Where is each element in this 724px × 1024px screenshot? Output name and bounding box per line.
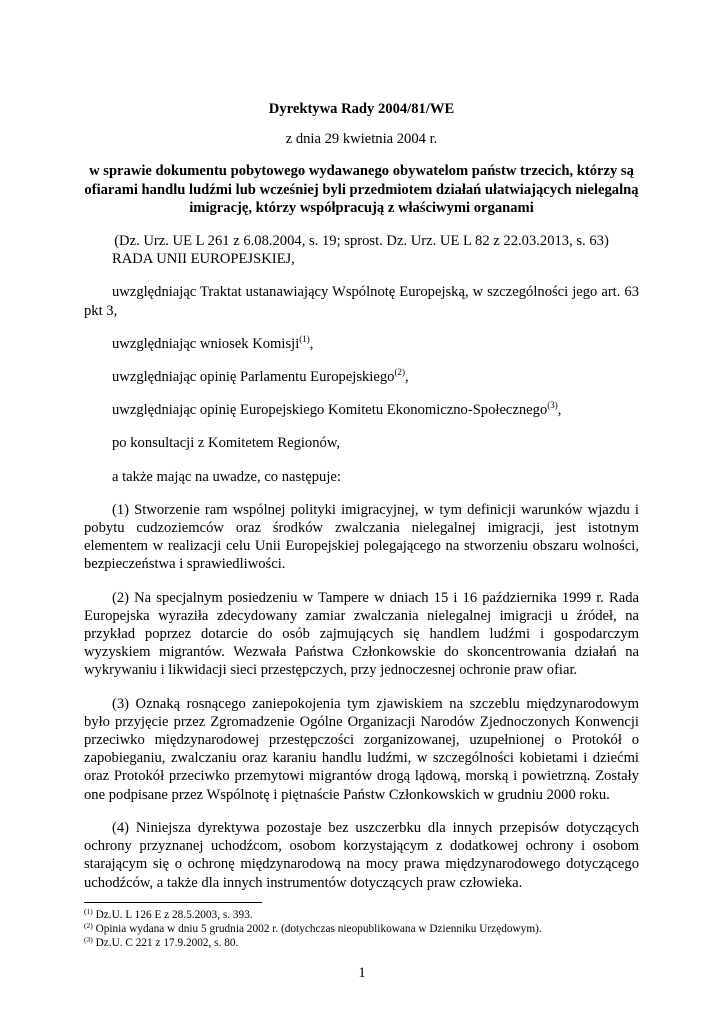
journal-reference: (Dz. Urz. UE L 261 z 6.08.2004, s. 19; sprost. Dz. Urz. UE L 82 z 22.03.2013, s. 63) <box>114 233 609 250</box>
citation: uwzględniając wniosek Komisji$^{(1)}$, <box>112 333 314 352</box>
footnotes <box>84 902 639 950</box>
footnote-ref: (3) <box>547 400 558 411</box>
footnote: $^{(1)}$ Dz.U. L 126 E z 28.5.2003, s. 393. <box>84 907 253 921</box>
footnote: $^{(2)}$ Opinia wydana w dniu 5 grudnia 2002 r. (dotychczas nieopublikowana w Dzienniku Urzędowym). <box>84 921 542 935</box>
citation: uwzględniając opinię Parlamentu Europejskiego$^{(2)}$, <box>112 367 409 386</box>
document-body <box>84 100 639 892</box>
recital: (3) Oznaką rosnącego zaniepokojenia tym zjawiskiem na szczeblu międzynarodowym było przyjęcie przez Zgromadzenie Ogólne Organizacji Narodów Zjednoczonych Konwencji przeciwko międzynarodowej przestępczości zorganizowanej, uzupełnionej o Protokół o zapobieganiu, zwalczaniu oraz karaniu handlu ludźmi, w szczególności kobietami i dziećmi oraz Protokół przeciwko przemytowi migrantów drogą lądową, morską i powietrzną. Zostały one podpisane przez Wspólnotę i piętnaście Państw Członkowskich w grudniu 2000 roku. <box>84 695 639 803</box>
footnote-ref: (2) <box>394 367 405 378</box>
directive-title: Dyrektywa Rady 2004/81/WE <box>268 101 455 117</box>
recital: (1) Stworzenie ram wspólnej polityki imigracyjnej, w tym definicji warunków wjazdu i pobytu cudzoziemców oraz środków zwalczania nielegalnej imigracji, jest istotnym elementem w realizacji celu Unii Europejskiej polegającego na stworzeniu obszaru wolności, bezpieczeństwa i sprawiedliwości. <box>84 501 639 573</box>
recital: (2) Na specjalnym posiedzeniu w Tampere w dniach 15 i 16 października 1999 r. Rada Europejska wyraziła zdecydowany zamiar zwalczania nielegalnej imigracji u źródeł, na przykład poprzez dotarcie do osób zajmujących się handlem ludźmi i gospodarczym wyzyskiem migrantów. Wezwała Państwa Członkowskie do skoncentrowania działań na wykrywaniu i likwidacji sieci przestępczych, przy jednoczesnej ochronie praw ofiar. <box>84 589 639 679</box>
directive-subject: w sprawie dokumentu pobytowego wydawanego obywatelom państw trzecich, którzy są ofiarami handlu ludźmi lub wcześniej byli przedmiotem działań ułatwiających nielegalną imigrację, którzy współpracują z właściwymi organami <box>84 163 639 216</box>
citation: po konsultacji z Komitetem Regionów, <box>112 435 341 452</box>
citation: a także mając na uwadze, co następuje: <box>112 468 341 485</box>
footnote-ref: (1) <box>299 333 310 344</box>
recital: (4) Niniejsza dyrektywa pozostaje bez uszczerbku dla innych przepisów dotyczących ochrony przyznanej uchodźcom, osobom korzystającym z dodatkowej ochrony i osobom starającym się o ochronę międzynarodową na mocy prawa międzynarodowego dotyczącego uchodźców, a także dla innych instrumentów dotyczących praw człowieka. <box>84 819 639 891</box>
footnote-divider <box>84 902 262 903</box>
page-number: 1 <box>358 965 366 981</box>
footnote: $^{(3)}$ Dz.U. C 221 z 17.9.2002, s. 80. <box>84 935 239 949</box>
citation: uwzględniając opinię Europejskiego Komitetu Ekonomiczno-Społecznego$^{(3)}$, <box>112 400 562 419</box>
council-heading: RADA UNII EUROPEJSKIEJ, <box>112 251 295 268</box>
citation: uwzględniając Traktat ustanawiający Wspólnotę Europejską, w szczególności jego art. 63 pkt 3, <box>84 284 639 319</box>
directive-date: z dnia 29 kwietnia 2004 r. <box>285 131 438 148</box>
